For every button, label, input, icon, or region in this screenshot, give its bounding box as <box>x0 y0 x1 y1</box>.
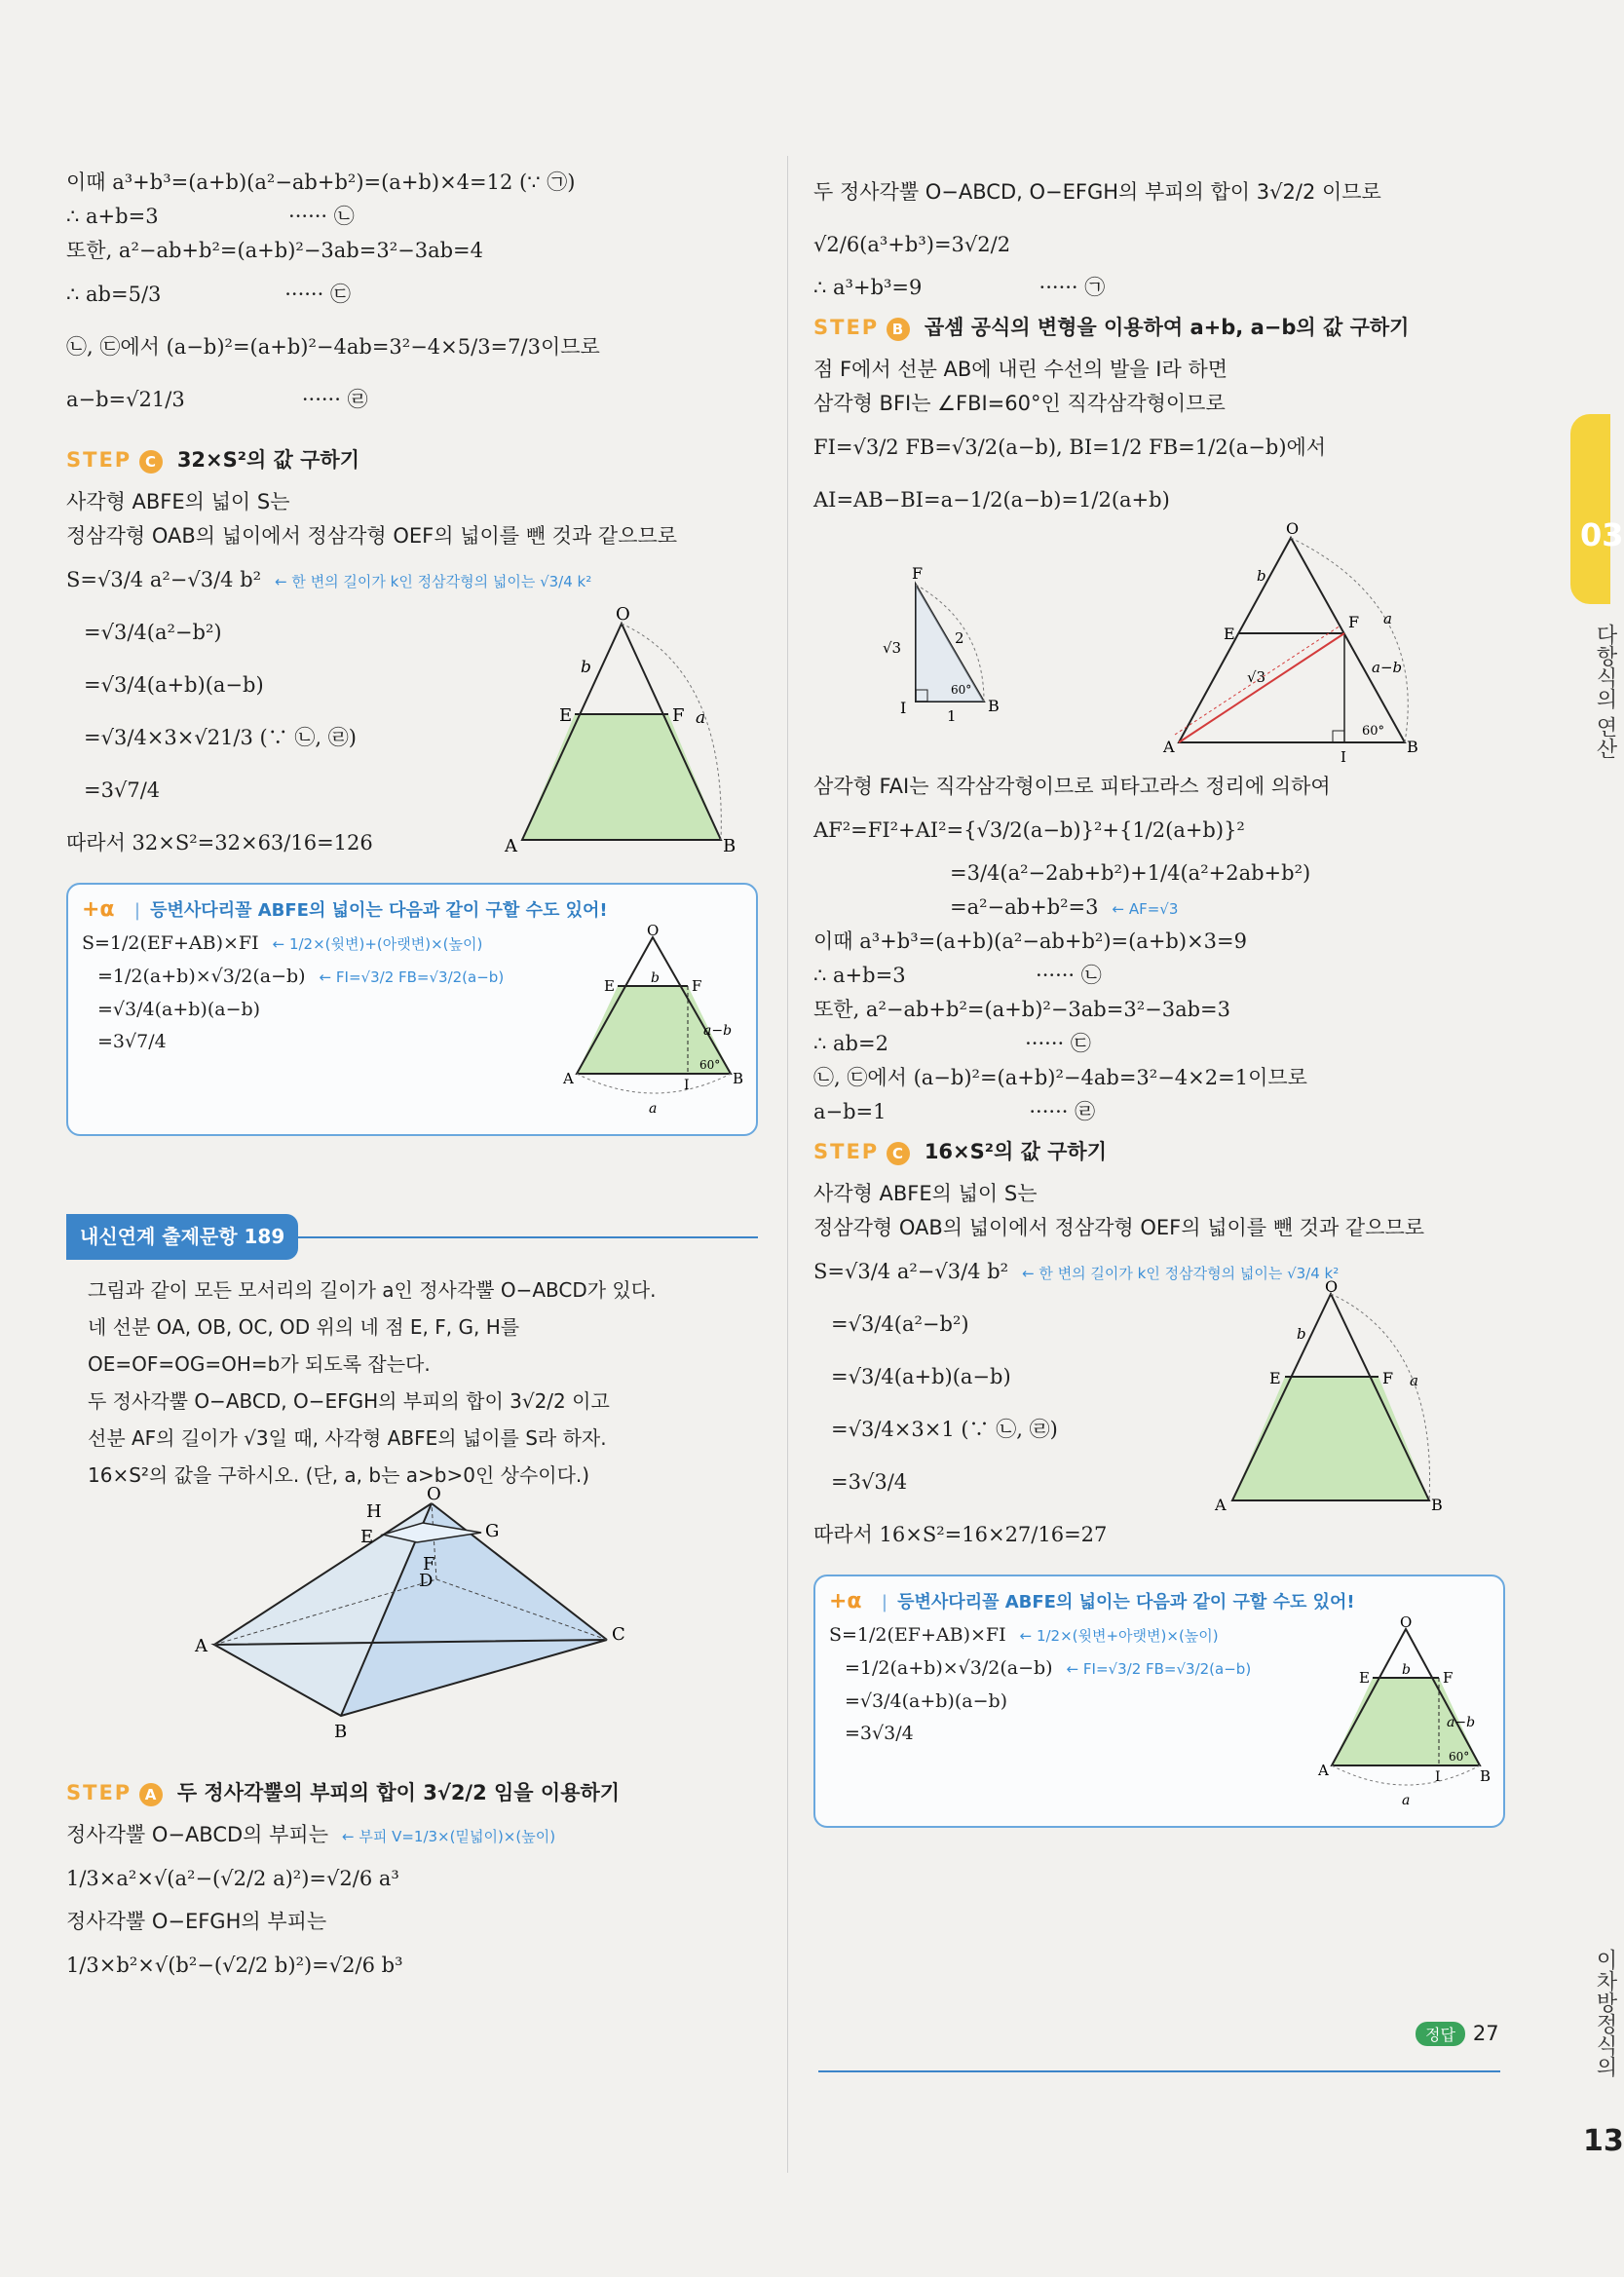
equation-line: ∴ a+b=3 ······ ㉡ <box>66 205 355 228</box>
equation-line: 이때 a³+b³=(a+b)(a²−ab+b²)=(a+b)×3=9 <box>813 930 1247 953</box>
svg-text:E: E <box>360 1527 374 1547</box>
svg-text:a: a <box>1383 610 1392 627</box>
answer-badge: 정답 <box>1416 2022 1465 2046</box>
text-line: 점 F에서 선분 AB에 내린 수선의 발을 I라 하면 <box>813 358 1228 381</box>
svg-text:b: b <box>1402 1662 1411 1678</box>
svg-text:a−b: a−b <box>1447 1715 1476 1730</box>
svg-text:I: I <box>900 699 907 717</box>
text-line: 정삼각형 OAB의 넓이에서 정삼각형 OEF의 넓이를 뺀 것과 같으므로 <box>813 1216 1425 1239</box>
svg-text:B: B <box>733 1070 744 1087</box>
left-column <box>66 166 758 1992</box>
equation-line: AF²=FI²+AI²={√3/2(a−b)}²+{1/2(a+b)}² <box>813 818 1245 842</box>
trapezoid-figure-3 <box>1203 1277 1456 1518</box>
equation-line: =√3/4×3×√21/3 (∵ ㉡, ㉣) <box>84 726 357 749</box>
svg-text:O: O <box>647 922 660 939</box>
tip-line: =1/2(a+b)×√3/2(a−b) ← FI=√3/2 FB=√3/2(a−b) <box>97 966 505 987</box>
equation-line: a−b=√21/3 ······ ㉣ <box>66 388 368 411</box>
right-triangle-figure <box>877 565 1023 740</box>
svg-text:√3: √3 <box>883 639 902 657</box>
step-letter: C <box>139 450 163 474</box>
text-line: 정삼각형 OAB의 넓이에서 정삼각형 OEF의 넓이를 뺀 것과 같으므로 <box>66 524 678 548</box>
chapter-title-top: 다항식의 연산 <box>1593 624 1617 759</box>
page-number: 13 <box>1583 2124 1624 2158</box>
trapezoid-figure-1 <box>466 604 738 857</box>
svg-text:B: B <box>1480 1767 1492 1785</box>
label-f: F <box>672 705 685 726</box>
step-title: 32×S²의 값 구하기 <box>176 448 360 472</box>
svg-text:a: a <box>1410 1372 1418 1389</box>
bottom-rule <box>818 2070 1500 2072</box>
svg-text:C: C <box>612 1624 625 1645</box>
text-line: 정사각뿔 O−EFGH의 부피는 <box>66 1910 327 1933</box>
equation-line: ∴ a+b=3 ······ ㉡ <box>813 964 1102 987</box>
equation-line: =√3/4×3×1 (∵ ㉡, ㉣) <box>831 1418 1058 1441</box>
svg-text:A: A <box>195 1636 208 1656</box>
svg-text:60°: 60° <box>951 683 972 697</box>
svg-text:A: A <box>1215 1496 1227 1514</box>
svg-text:b: b <box>1297 1325 1306 1343</box>
equation-line: 이때 a³+b³=(a+b)(a²−ab+b²)=(a+b)×4=12 (∵ ㉠) <box>66 171 576 194</box>
step-b-heading: STEP B 곱셈 공식의 변형을 이용하여 a+b, a−b의 값 구하기 <box>813 316 1410 339</box>
svg-text:H: H <box>366 1501 382 1522</box>
equation-line: FI=√3/2 FB=√3/2(a−b), BI=1/2 FB=1/2(a−b)에서 <box>813 436 1327 459</box>
equation-line: =3/4(a²−2ab+b²)+1/4(a²+2ab+b²) <box>950 861 1311 885</box>
equation-line: 1/3×a²×√(a²−(√2/2 a)²)=√2/6 a³ <box>66 1867 399 1890</box>
plus-alpha-icon: +α <box>829 1589 862 1613</box>
svg-text:a: a <box>649 1101 658 1117</box>
svg-text:F: F <box>1443 1669 1454 1687</box>
svg-text:B: B <box>1431 1496 1443 1514</box>
right-column <box>813 166 1505 1838</box>
label-e: E <box>559 705 573 726</box>
svg-text:G: G <box>485 1521 500 1541</box>
equation-line: ∴ ab=5/3 ······ ㉢ <box>66 283 351 306</box>
trapezoid-figure-2 <box>557 922 744 1122</box>
tip-line: =√3/4(a+b)(a−b) <box>845 1690 1008 1712</box>
tip-box <box>66 883 758 1136</box>
tip-line: =√3/4(a+b)(a−b) <box>97 999 261 1020</box>
svg-text:E: E <box>1224 625 1235 643</box>
equation-line: =√3/4(a²−b²) <box>84 621 222 644</box>
tip-box: +α | 등변사다리꼴 ABFE의 넓이는 다음과 같이 구할 수도 있어! S=1/2(EF+AB)×FI ← 1/2×(윗변+아랫변)×(높이) =1/2(a+b)×√3/2(a−b) ← FI=√3/2 FB=√3/2(a−b) =√3/4(a+b)(a−b) =3√3/4 O A B E F I b a−b 60° a <box>813 1575 1505 1828</box>
step-c-heading <box>66 443 758 477</box>
step-badge: STEP <box>66 448 132 472</box>
equation-line: =3√3/4 <box>831 1470 908 1494</box>
text-line: 삼각형 FAI는 직각삼각형이므로 피타고라스 정리에 의하여 <box>813 775 1331 798</box>
equation-line: AI=AB−BI=a−1/2(a−b)=1/2(a+b) <box>813 488 1170 512</box>
label-o: O <box>616 604 630 625</box>
equation-line: ㉡, ㉢에서 (a−b)²=(a+b)²−4ab=3²−4×5/3=7/3이므로 <box>66 335 600 359</box>
side-note: ← 한 변의 길이가 k인 정삼각형의 넓이는 √3/4 k² <box>275 573 592 590</box>
text-line: 삼각형 BFI는 ∠FBI=60°인 직각삼각형이므로 <box>813 392 1226 415</box>
equilateral-figure <box>1150 519 1442 770</box>
problem-header <box>66 1214 758 1260</box>
text-line: 정사각뿔 O−ABCD의 부피는 ← 부피 V=1/3×(밑넓이)×(높이) <box>66 1823 556 1846</box>
svg-text:F: F <box>912 564 924 583</box>
equation-line: 따라서 16×S²=16×27/16=27 <box>813 1523 1108 1546</box>
svg-text:E: E <box>1269 1369 1281 1387</box>
label-a-len: a <box>696 708 706 728</box>
svg-text:60°: 60° <box>699 1058 721 1072</box>
tip-line: S=1/2(EF+AB)×FI ← 1/2×(윗변)+(아랫변)×(높이) <box>82 932 483 954</box>
svg-text:√3: √3 <box>1247 668 1266 686</box>
trapezoid-figure-4 <box>1314 1613 1492 1814</box>
svg-text:A: A <box>1163 738 1175 756</box>
svg-text:O: O <box>1325 1277 1339 1296</box>
column-divider <box>787 156 788 2173</box>
equation-line: 따라서 32×S²=32×63/16=126 <box>66 831 373 854</box>
svg-text:O: O <box>1286 519 1300 538</box>
text-line: 두 정사각뿔 O−ABCD, O−EFGH의 부피의 합이 3√2/2 이므로 <box>813 180 1381 204</box>
svg-text:I: I <box>684 1078 690 1093</box>
problem-text: 그림과 같이 모든 모서리의 길이가 a인 정사각뿔 O−ABCD가 있다. 네 선분 OA, OB, OC, OD 위의 네 점 E, F, G, H를 OE=OF=OG=OH=b가 되도록 잡는다. 두 정사각뿔 O−ABCD, O−EFGH의 부피의 합이 3√2/2 이고 선분 AF의 길이가 √3일 때, 사각형 ABFE의 넓이를 S라 하자. 16×S²의 값을 구하시오. (단, a, b는 a>b>0인 상수이다.) <box>88 1278 657 1487</box>
equation-line: a−b=1 ······ ㉣ <box>813 1100 1096 1123</box>
svg-text:a: a <box>1402 1793 1411 1808</box>
svg-text:60°: 60° <box>1362 724 1385 739</box>
svg-text:B: B <box>1407 738 1418 756</box>
svg-text:A: A <box>1318 1762 1329 1779</box>
svg-text:a−b: a−b <box>703 1023 733 1039</box>
plus-alpha-icon: +α <box>82 897 115 922</box>
tip-header: +α | 등변사다리꼴 ABFE의 넓이는 다음과 같이 구할 수도 있어! <box>82 897 608 922</box>
answer-label <box>1416 2022 1499 2046</box>
step-c-heading: STEP C 16×S²의 값 구하기 <box>813 1140 1108 1163</box>
equation-line: =√3/4(a²−b²) <box>831 1312 969 1336</box>
equation-line: S=√3/4 a²−√3/4 b² ← 한 변의 길이가 k인 정삼각형의 넓이는 √3/4 k² <box>66 568 592 591</box>
equation-line: ∴ a³+b³=9 ······ ㉠ <box>813 276 1106 299</box>
equation-line: =a²−ab+b²=3 ← AF=√3 <box>950 895 1179 919</box>
svg-text:60°: 60° <box>1449 1750 1470 1764</box>
svg-text:2: 2 <box>955 629 964 647</box>
svg-text:F: F <box>1382 1369 1394 1387</box>
svg-text:a−b: a−b <box>1372 659 1403 676</box>
svg-text:E: E <box>604 977 615 995</box>
pyramid-figure <box>193 1484 651 1747</box>
svg-text:I: I <box>1341 748 1346 766</box>
equation-line: =√3/4(a+b)(a−b) <box>84 673 264 697</box>
label-b: B <box>723 836 736 856</box>
tip-line: =3√7/4 <box>97 1031 167 1052</box>
svg-text:b: b <box>651 970 660 986</box>
equation-line: 1/3×b²×√(b²−(√2/2 b)²)=√2/6 b³ <box>66 1954 403 1977</box>
answer-value: 27 <box>1472 2022 1499 2045</box>
svg-text:O: O <box>427 1484 441 1504</box>
svg-text:B: B <box>334 1722 348 1742</box>
equation-line: ∴ ab=2 ······ ㉢ <box>813 1032 1091 1055</box>
step-a-heading: STEP A 두 정사각뿔의 부피의 합이 3√2/2 임을 이용하기 <box>66 1781 621 1804</box>
tip-line: =1/2(a+b)×√3/2(a−b) ← FI=√3/2 FB=√3/2(a−b) <box>845 1657 1252 1679</box>
label-a: A <box>505 836 517 856</box>
problem-tab: 내신연계 출제문항 189 <box>66 1214 298 1260</box>
svg-text:O: O <box>1400 1613 1413 1631</box>
equation-line: =3√7/4 <box>84 778 161 802</box>
equation-line: =√3/4(a+b)(a−b) <box>831 1365 1011 1388</box>
svg-text:F: F <box>692 977 702 995</box>
svg-text:b: b <box>1257 567 1266 585</box>
svg-text:B: B <box>988 697 1000 715</box>
label-b-len: b <box>581 658 591 677</box>
equation-line: 또한, a²−ab+b²=(a+b)²−3ab=3²−3ab=3 <box>813 998 1231 1021</box>
equation-line: 또한, a²−ab+b²=(a+b)²−3ab=3²−3ab=4 <box>66 239 484 262</box>
tip-line: =3√3/4 <box>845 1723 914 1744</box>
equation-line: ㉡, ㉢에서 (a−b)²=(a+b)²−4ab=3²−4×2=1이므로 <box>813 1066 1307 1089</box>
svg-text:I: I <box>1435 1769 1441 1785</box>
text-line: 사각형 ABFE의 넓이 S는 <box>813 1182 1038 1205</box>
chapter-tab <box>1570 414 1610 604</box>
chapter-title-bottom: 이차방정식의 <box>1593 1949 1617 2077</box>
tip-line: S=1/2(EF+AB)×FI ← 1/2×(윗변+아랫변)×(높이) <box>829 1624 1219 1646</box>
svg-text:1: 1 <box>947 707 957 725</box>
svg-text:A: A <box>563 1070 574 1087</box>
svg-text:F: F <box>1348 613 1360 631</box>
chapter-number: 03 <box>1580 516 1624 553</box>
svg-text:F: F <box>423 1554 435 1575</box>
svg-text:E: E <box>1359 1669 1370 1687</box>
equation-line: √2/6(a³+b³)=3√2/2 <box>813 233 1011 256</box>
text-line: 사각형 ABFE의 넓이 S는 <box>66 490 290 513</box>
equation-line: S=√3/4 a²−√3/4 b² ← 한 변의 길이가 k인 정삼각형의 넓이는 √3/4 k² <box>813 1260 1340 1283</box>
svg-text:D: D <box>419 1571 434 1591</box>
